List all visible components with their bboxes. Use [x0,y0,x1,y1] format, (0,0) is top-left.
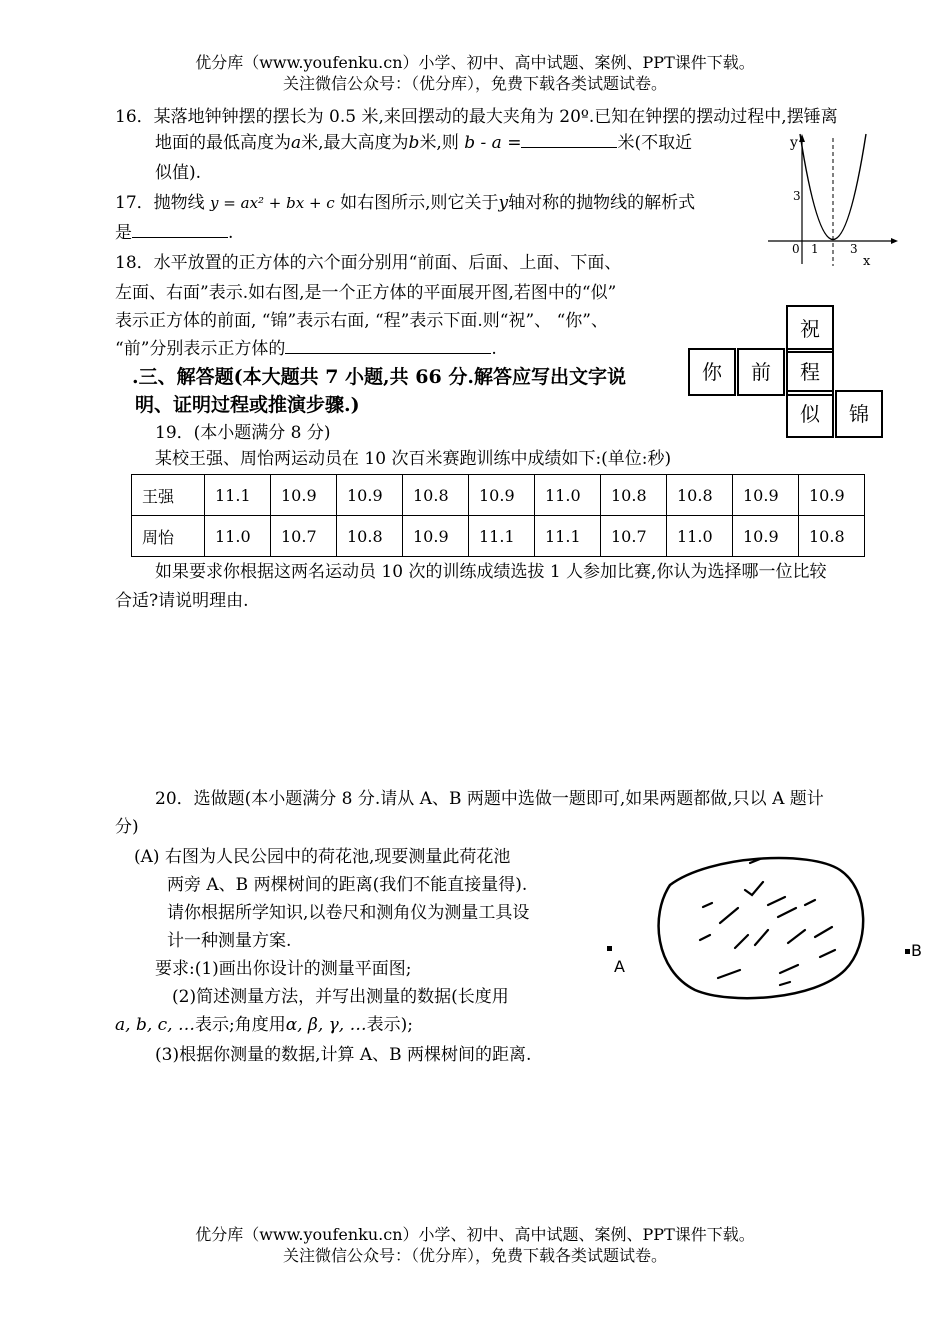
q20-req-4: (3)根据你测量的数据,计算 A、B 两棵树间的距离. [155,1045,532,1065]
table-row [132,516,865,557]
q17-answer-blank [132,237,228,238]
score-cell: 10.8 [799,516,865,557]
score-cell: 10.9 [799,475,865,516]
pond-outline [659,858,864,998]
score-cell: 11.0 [667,516,733,557]
score-cell: 11.0 [535,475,601,516]
q20-a-line-1: (A) 右图为人民公园中的荷花池,现要测量此荷花池 [134,847,511,867]
score-cell: 10.7 [601,516,667,557]
tree-b-marker [905,949,910,954]
q20-line-1: 20．选做题(本小题满分 8 分.请从 A、B 两题中选做一题即可,如果两题都做,只以 A 题计 [155,789,824,809]
q16-line-1: 16．某落地钟钟摆的摆长为 0.5 米,来回摆动的最大夹角为 20º.已知在钟摆的摆动过程中,摆锤离 [115,107,838,127]
x-tick-3: 3 [850,242,858,256]
row-name: 周怡 [132,516,205,557]
table-row [132,475,865,516]
parabola-graph [765,130,900,270]
q16-line-3: 似值). [155,163,202,183]
cube-face-cheng: 程 [786,348,834,396]
tree-a-label: A [614,957,625,976]
score-cell: 11.1 [535,516,601,557]
q17-line-2: 是 . [115,223,234,243]
q20-a-line-3: 请你根据所学知识,以卷尺和测角仪为测量工具设 [167,903,530,923]
cube-net [688,305,888,437]
origin-label: 0 [792,242,800,256]
q17-line-1: 17．抛物线 y = ax² + bx + c 如右图所示,则它关于y轴对称的抛物线的解析式 [115,193,696,213]
q19-question-line-2: 合适?请说明理由. [115,591,249,611]
x-axis-label: x [863,254,871,269]
q18-line-4: “前”分别表示正方体的 . [115,339,497,359]
lotus-strokes [700,859,835,985]
score-cell: 10.9 [733,475,799,516]
cube-face-si: 似 [786,390,834,438]
score-cell: 10.9 [403,516,469,557]
score-cell: 10.9 [337,475,403,516]
q20-req-2: (2)简述测量方法，并写出测量的数据(长度用 [172,987,509,1007]
q20-a-line-2: 两旁 A、B 两棵树间的距离(我们不能直接量得). [167,875,528,895]
score-cell: 10.7 [271,516,337,557]
score-cell: 10.8 [337,516,403,557]
section3-heading-line-2: 明、证明过程或推演步骤.) [135,394,360,416]
q20-line-2: 分) [115,817,139,837]
score-cell: 10.9 [469,475,535,516]
footer-line-2: 关注微信公众号：（优分库），免费下载各类试题试卷。 [282,1246,667,1265]
section3-heading-line-1: .三、解答题(本大题共 7 小题,共 66 分.解答应写出文字说 [132,366,626,388]
y-axis-label: y [790,135,798,151]
lotus-pond-figure [600,845,930,1010]
score-cell: 11.0 [205,516,271,557]
score-cell: 10.8 [601,475,667,516]
q18-line-3: 表示正方体的前面, “锦”表示右面, “程”表示下面.则“祝”、 “你”、 [115,311,608,331]
header-line-2: 关注微信公众号：（优分库），免费下载各类试题试卷。 [282,74,667,93]
q19-title: 19．(本小题满分 8 分) [155,423,331,443]
score-cell: 10.9 [271,475,337,516]
score-cell: 10.8 [403,475,469,516]
score-cell: 11.1 [205,475,271,516]
x-axis-arrow [891,238,898,244]
score-cell: 10.8 [667,475,733,516]
q18-line-2: 左面、右面”表示.如右图,是一个正方体的平面展开图,若图中的“似” [115,283,617,303]
y-tick-3: 3 [793,189,801,203]
q19-intro: 某校王强、周怡两运动员在 10 次百米赛跑训练中成绩如下:(单位:秒) [155,449,672,469]
q18-answer-blank [285,353,491,354]
score-cell: 11.1 [469,516,535,557]
scores-table [131,474,865,557]
footer-line-1: 优分库（www.youfenku.cn）小学、初中、高中试题、案例、PPT课件下载。 [195,1225,755,1244]
q20-req-3: a, b, c, …表示;角度用α, β, γ, …表示); [115,1015,413,1035]
q18-line-1: 18．水平放置的正方体的六个面分别用“前面、后面、上面、下面、 [115,253,622,273]
cube-face-qian: 前 [737,348,785,396]
score-cell: 10.9 [733,516,799,557]
cube-face-zhu: 祝 [786,305,834,353]
q16-answer-blank [521,147,617,148]
q20-a-line-4: 计一种测量方案. [167,931,292,951]
cube-face-ni: 你 [688,348,736,396]
q16-line-2: 地面的最低高度为a米,最大高度为b米,则 b - a = 米(不取近 [155,133,693,153]
x-tick-1: 1 [811,242,819,256]
row-name: 王强 [132,475,205,516]
q19-question-line-1: 如果要求你根据这两名运动员 10 次的训练成绩选拔 1 人参加比赛,你认为选择哪一位比较 [155,562,827,582]
tree-a-marker [607,946,612,951]
header-line-1: 优分库（www.youfenku.cn）小学、初中、高中试题、案例、PPT课件下载。 [195,53,755,72]
q20-req-1: 要求:(1)画出你设计的测量平面图; [155,959,412,979]
cube-face-jin: 锦 [835,390,883,438]
tree-b-label: B [911,941,922,960]
